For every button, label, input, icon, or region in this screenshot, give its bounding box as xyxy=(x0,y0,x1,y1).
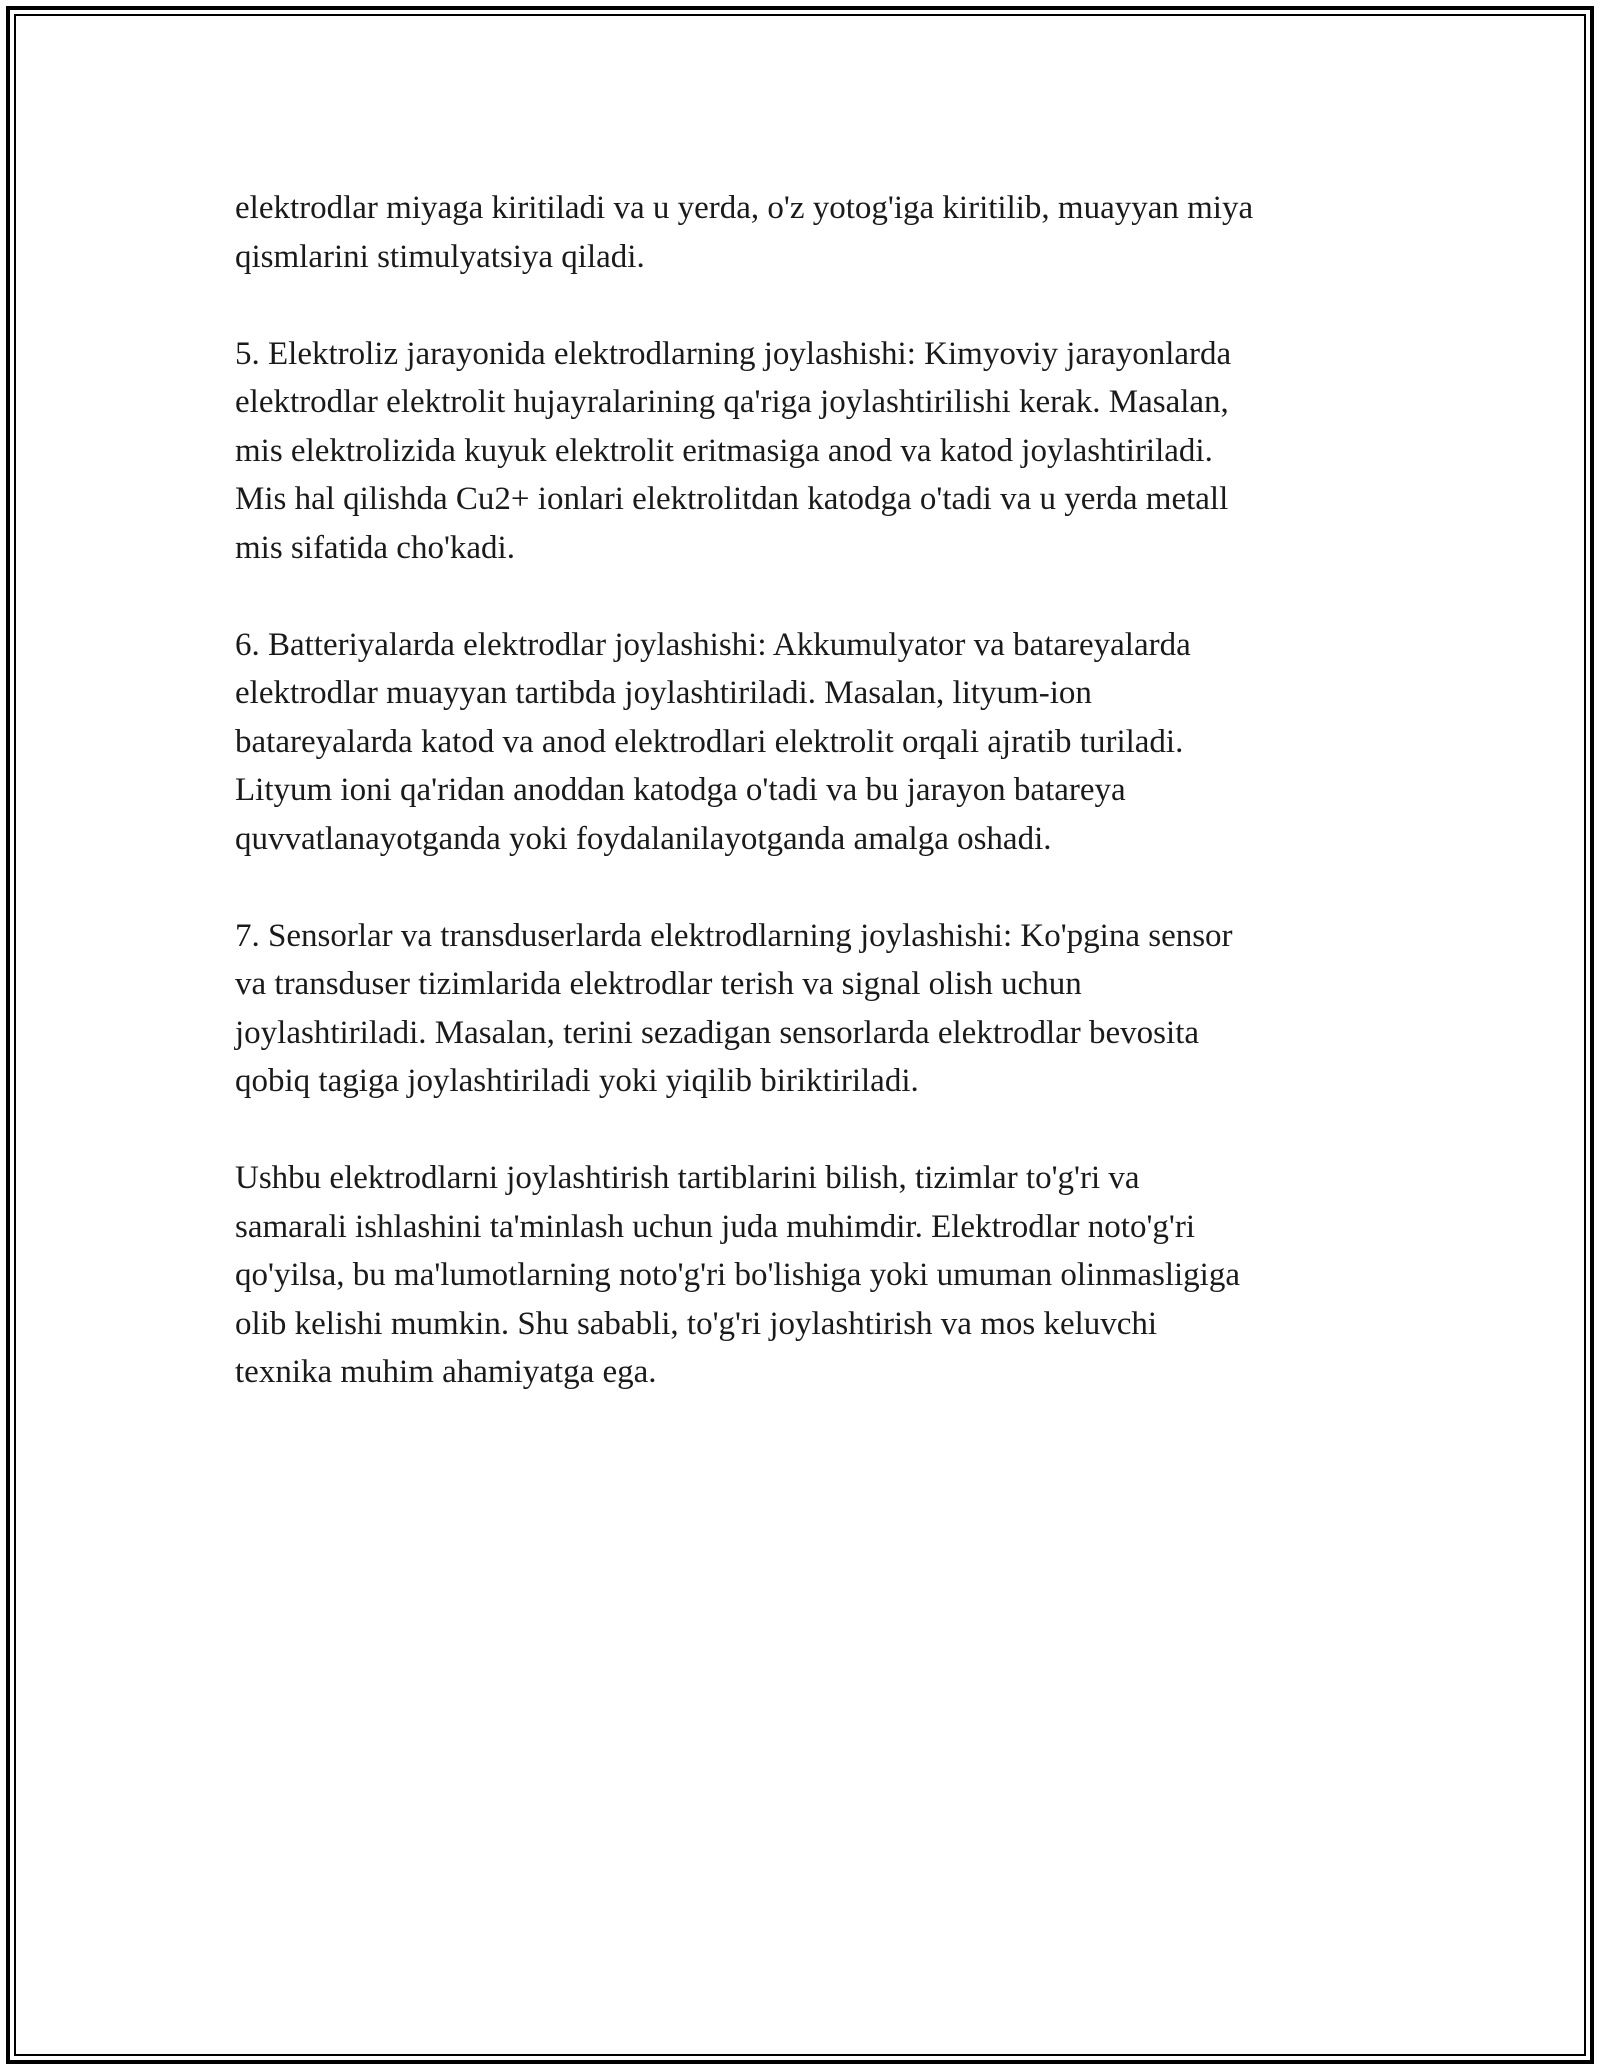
text-line: qo'yilsa, bu ma'lumotlarning noto'g'ri bo'lishiga yoki umuman olinmasligiga xyxy=(235,1257,1240,1293)
text-line: batareyalarda katod va anod elektrodlari elektrolit orqali ajratib turiladi. xyxy=(235,723,1184,760)
paragraph-intro-continuation xyxy=(235,184,1385,281)
text-line: joylashtiriladi. Masalan, terini sezadigan sensorlarda elektrodlar bevosita xyxy=(235,1014,1200,1051)
text-line: samarali ishlashini ta'minlash uchun juda muhimdir. Elektrodlar noto'g'ri xyxy=(235,1208,1195,1245)
text-line: elektrodlar elektrolit hujayralarining qa'riga joylashtirilishi kerak. Masalan, xyxy=(235,384,1229,420)
text-line: Mis hal qilishda Cu2+ ionlari elektrolitdan katodga o'tadi va u yerda metall xyxy=(235,481,1229,517)
paragraph-conclusion xyxy=(235,1154,1385,1397)
text-line: quvvatlanayotganda yoki foydalanilayotganda amalga oshadi. xyxy=(235,820,1052,857)
text-line: texnika muhim ahamiyatga ega. xyxy=(235,1354,657,1390)
paragraph-item-5 xyxy=(235,330,1385,573)
paragraph-item-6 xyxy=(235,621,1385,864)
text-line: elektrodlar miyaga kiritiladi va u yerda, o'z yotog'iga kiritilib, muayyan miya xyxy=(235,190,1254,226)
document-body xyxy=(235,184,1385,1445)
text-line: va transduser tizimlarida elektrodlar terish va signal olish uchun xyxy=(235,966,1082,1002)
text-line: mis sifatida cho'kadi. xyxy=(235,529,515,566)
text-line: mis elektrolizida kuyuk elektrolit eritmasiga anod va katod joylashtiriladi. xyxy=(235,432,1213,469)
text-line: Lityum ioni qa'ridan anoddan katodga o'tadi va bu jarayon batareya xyxy=(235,772,1126,808)
text-line: 5. Elektroliz jarayonida elektrodlarning joylashishi: Kimyoviy jarayonlarda xyxy=(235,335,1232,372)
text-line: 7. Sensorlar va transduserlarda elektrodlarning joylashishi: Ko'pgina sensor xyxy=(235,917,1233,954)
text-line: qismlarini stimulyatsiya qiladi. xyxy=(235,238,645,275)
text-line: elektrodlar muayyan tartibda joylashtiriladi. Masalan, lityum-ion xyxy=(235,675,1092,711)
text-line: qobiq tagiga joylashtiriladi yoki yiqilib biriktiriladi. xyxy=(235,1063,919,1099)
text-line: Ushbu elektrodlarni joylashtirish tartiblarini bilish, tizimlar to'g'ri va xyxy=(235,1160,1140,1196)
text-line: 6. Batteriyalarda elektrodlar joylashishi: Akkumulyator va batareyalarda xyxy=(235,626,1191,663)
text-line: olib kelishi mumkin. Shu sababli, to'g'ri joylashtirish va mos keluvchi xyxy=(235,1305,1158,1342)
paragraph-item-7 xyxy=(235,912,1385,1106)
